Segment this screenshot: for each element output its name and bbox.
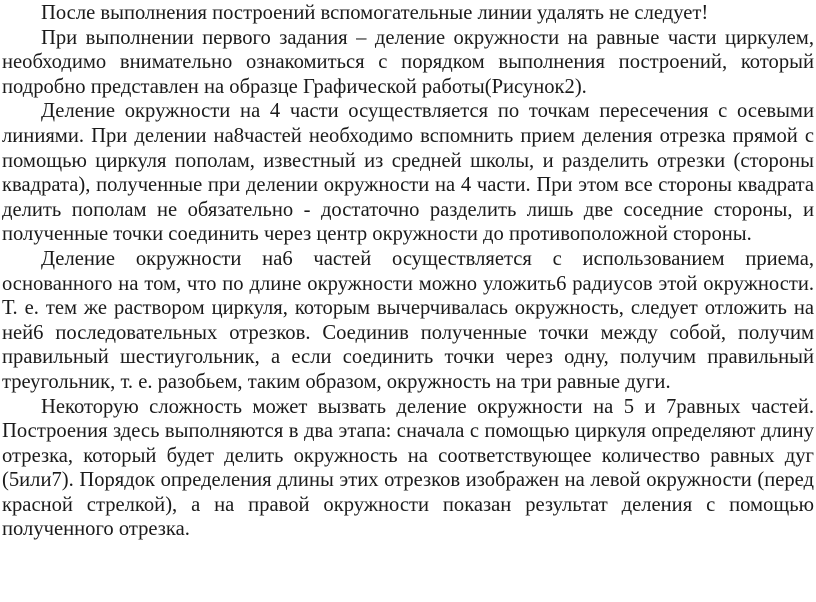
paragraph-3: Деление окружности на 4 части осуществляется по точкам пересечения с осевыми линиями. При делении на8частей необходимо вспомнить прием деления отрезка прямой с помощью циркуля пополам, известный из средней школы, и разделить отрезки (стороны квадрата), полученные при делении окружности на 4 части. При этом все стороны квадрата делить пополам не обязательно - достаточно разделить лишь две соседние стороны, и полученные точки соединить через центр окружности до противоположной стороны.: [2, 100, 814, 246]
paragraph-4: Деление окружности на6 частей осуществляется с использованием приема, основанного на том, что по длине окружности можно уложить6 радиусов этой окружности. Т. е. тем же раствором циркуля, которым вычерчивалась окружность, следует отложить на ней6 последовательных отрезков. Соединив полученные точки между собой, получим правильный шестиугольник, а если соединить точки через одну, получим правильный треугольник, т. е. разобьем, таким образом, окружность на три равные дуги.: [2, 247, 814, 393]
paragraph-5: Некоторую сложность может вызвать деление окружности на 5 и 7равных частей. Построения здесь выполняются в два этапа: сначала с помощью циркуля определяют длину отрезка, который будет делить окружность на соответствующее количество равных дуг (5или7). Порядок определения длины этих отрезков изображен на левой окружности (перед красной стрелкой), а на правой окружности показан результат деления с помощью полученного отрезка.: [2, 395, 814, 541]
paragraph-2: При выполнении первого задания – деление окружности на равные части циркулем, необходимо внимательно ознакомиться с порядком выполнения построений, который подробно представлен на образце Графической работы(Рисунок2).: [2, 26, 814, 98]
paragraph-1: После выполнения построений вспомогательные линии удалять не следует!: [41, 2, 709, 24]
